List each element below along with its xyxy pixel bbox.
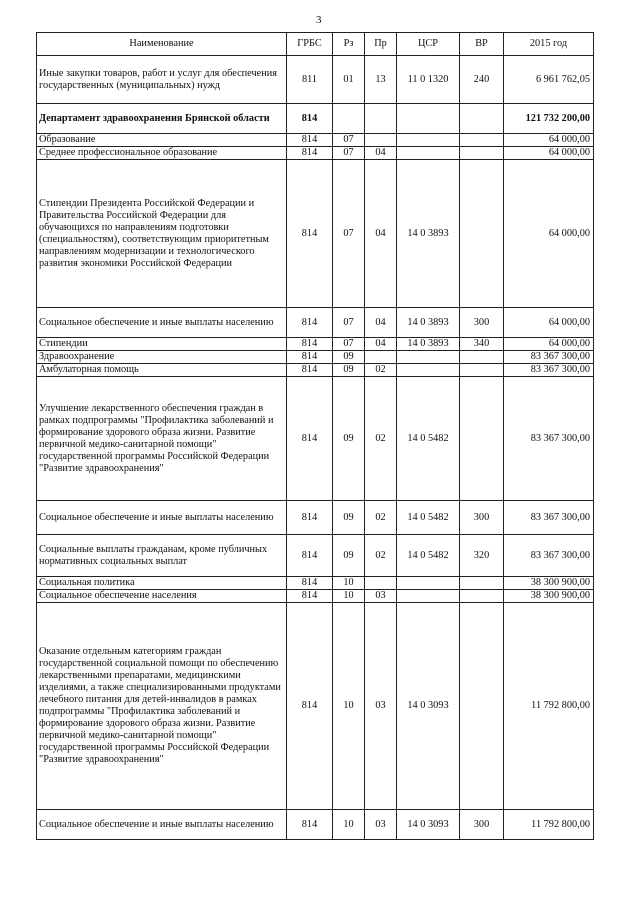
row-grbs-cell: 814 <box>287 810 333 840</box>
row-rz-cell: 07 <box>333 134 365 147</box>
row-pr-cell: 03 <box>365 810 397 840</box>
row-vr-cell <box>460 577 504 590</box>
row-vr-cell: 300 <box>460 308 504 338</box>
row-amount-cell: 64 000,00 <box>504 308 594 338</box>
table-row <box>37 590 594 603</box>
row-csr-cell: 14 0 5482 <box>397 501 460 535</box>
row-grbs-cell: 814 <box>287 134 333 147</box>
row-rz-cell: 09 <box>333 377 365 501</box>
table-row <box>37 603 594 810</box>
row-pr-cell <box>365 351 397 364</box>
row-name-cell: Амбулаторная помощь <box>37 364 287 377</box>
row-name-cell: Стипендии <box>37 338 287 351</box>
row-vr-cell: 340 <box>460 338 504 351</box>
row-csr-cell <box>397 590 460 603</box>
row-pr-cell: 02 <box>365 501 397 535</box>
table-row <box>37 810 594 840</box>
row-rz-cell: 09 <box>333 364 365 377</box>
row-pr-cell: 02 <box>365 377 397 501</box>
row-grbs-cell: 814 <box>287 364 333 377</box>
row-name-cell: Социальное обеспечение и иные выплаты населению <box>37 308 287 338</box>
row-name-cell: Социальное обеспечение и иные выплаты населению <box>37 501 287 535</box>
row-vr-cell <box>460 364 504 377</box>
row-name-cell: Образование <box>37 134 287 147</box>
table-header-row <box>37 33 594 56</box>
row-grbs-cell: 814 <box>287 501 333 535</box>
row-csr-cell <box>397 104 460 134</box>
row-vr-cell: 240 <box>460 56 504 104</box>
page-number: 3 <box>316 14 322 26</box>
row-pr-cell: 02 <box>365 364 397 377</box>
row-vr-cell <box>460 590 504 603</box>
row-amount-cell: 64 000,00 <box>504 160 594 308</box>
row-pr-cell: 04 <box>365 338 397 351</box>
row-pr-cell <box>365 577 397 590</box>
row-csr-cell <box>397 577 460 590</box>
row-amount-cell: 38 300 900,00 <box>504 577 594 590</box>
row-vr-cell <box>460 377 504 501</box>
row-grbs-cell: 814 <box>287 160 333 308</box>
row-pr-cell: 04 <box>365 308 397 338</box>
row-name-cell: Социальные выплаты гражданам, кроме публичных нормативных социальных выплат <box>37 535 287 577</box>
row-name-cell: Социальное обеспечение населения <box>37 590 287 603</box>
row-amount-cell: 64 000,00 <box>504 338 594 351</box>
row-rz-cell: 10 <box>333 810 365 840</box>
row-rz-cell: 09 <box>333 351 365 364</box>
row-grbs-cell: 814 <box>287 351 333 364</box>
table-row <box>37 104 594 134</box>
row-amount-cell: 121 732 200,00 <box>504 104 594 134</box>
row-grbs-cell: 814 <box>287 577 333 590</box>
row-name-cell: Социальное обеспечение и иные выплаты населению <box>37 810 287 840</box>
row-vr-cell <box>460 104 504 134</box>
row-rz-cell: 10 <box>333 590 365 603</box>
row-grbs-cell: 814 <box>287 535 333 577</box>
row-name-cell: Среднее профессиональное образование <box>37 147 287 160</box>
header-name: Наименование <box>37 33 287 56</box>
row-csr-cell: 14 0 5482 <box>397 535 460 577</box>
row-vr-cell <box>460 160 504 308</box>
row-amount-cell: 83 367 300,00 <box>504 364 594 377</box>
row-grbs-cell: 814 <box>287 147 333 160</box>
row-pr-cell <box>365 104 397 134</box>
row-csr-cell: 14 0 3893 <box>397 308 460 338</box>
row-amount-cell: 83 367 300,00 <box>504 377 594 501</box>
header-vr: ВР <box>460 33 504 56</box>
table-row <box>37 577 594 590</box>
row-amount-cell: 11 792 800,00 <box>504 603 594 810</box>
row-rz-cell: 10 <box>333 577 365 590</box>
row-pr-cell: 03 <box>365 603 397 810</box>
row-name-cell: Социальная политика <box>37 577 287 590</box>
row-amount-cell: 64 000,00 <box>504 147 594 160</box>
header-csr: ЦСР <box>397 33 460 56</box>
row-rz-cell: 07 <box>333 308 365 338</box>
row-amount-cell: 83 367 300,00 <box>504 535 594 577</box>
row-vr-cell <box>460 147 504 160</box>
row-name-cell: Стипендии Президента Российской Федерации и Правительства Российской Федерации для обучающихся по направлениям подготовки (специальностям), соответствующим приоритетным направлениям модернизации и технологического развития экономики Российской Федерации <box>37 160 287 308</box>
row-name-cell: Оказание отдельным категориям граждан государственной социальной помощи по обеспечению лекарственными препаратами, медицинскими изделиями, а также специализированными продуктами лечебного питания для детей-инвалидов в рамках подпрограммы "Профилактика заболеваний и формирование здорового образа жизни. Развитие первичной медико-санитарной помощи" государственной программы Российской Федерации "Развитие здравоохранения" <box>37 603 287 810</box>
row-rz-cell: 01 <box>333 56 365 104</box>
table-row <box>37 56 594 104</box>
row-csr-cell: 14 0 3093 <box>397 810 460 840</box>
row-amount-cell: 11 792 800,00 <box>504 810 594 840</box>
row-grbs-cell: 814 <box>287 590 333 603</box>
header-rz: Рз <box>333 33 365 56</box>
row-rz-cell: 07 <box>333 338 365 351</box>
row-vr-cell: 300 <box>460 810 504 840</box>
table-row <box>37 160 594 308</box>
table-row <box>37 501 594 535</box>
table-row <box>37 134 594 147</box>
row-csr-cell: 14 0 3893 <box>397 338 460 351</box>
table-row <box>37 535 594 577</box>
row-csr-cell: 14 0 5482 <box>397 377 460 501</box>
row-name-cell: Департамент здравоохранения Брянской области <box>37 104 287 134</box>
row-vr-cell <box>460 351 504 364</box>
row-rz-cell: 07 <box>333 147 365 160</box>
row-grbs-cell: 814 <box>287 104 333 134</box>
table-row <box>37 147 594 160</box>
row-pr-cell: 04 <box>365 160 397 308</box>
header-pr: Пр <box>365 33 397 56</box>
row-rz-cell: 10 <box>333 603 365 810</box>
row-pr-cell: 03 <box>365 590 397 603</box>
row-name-cell: Здравоохранение <box>37 351 287 364</box>
row-csr-cell: 11 0 1320 <box>397 56 460 104</box>
row-pr-cell <box>365 134 397 147</box>
row-vr-cell <box>460 134 504 147</box>
row-csr-cell <box>397 134 460 147</box>
row-vr-cell: 300 <box>460 501 504 535</box>
row-name-cell: Улучшение лекарственного обеспечения граждан в рамках подпрограммы "Профилактика заболеваний и формирование здорового образа жизни. Развитие первичной медико-санитарной помощи" государственной программы Российской Федерации "Развитие здравоохранения" <box>37 377 287 501</box>
row-csr-cell: 14 0 3093 <box>397 603 460 810</box>
row-csr-cell: 14 0 3893 <box>397 160 460 308</box>
row-amount-cell: 83 367 300,00 <box>504 351 594 364</box>
table-row <box>37 338 594 351</box>
row-amount-cell: 6 961 762,05 <box>504 56 594 104</box>
row-csr-cell <box>397 351 460 364</box>
row-pr-cell: 04 <box>365 147 397 160</box>
row-rz-cell: 09 <box>333 535 365 577</box>
table-row <box>37 351 594 364</box>
row-grbs-cell: 814 <box>287 603 333 810</box>
row-grbs-cell: 814 <box>287 377 333 501</box>
table-row <box>37 377 594 501</box>
row-amount-cell: 83 367 300,00 <box>504 501 594 535</box>
header-grbs: ГРБС <box>287 33 333 56</box>
row-grbs-cell: 811 <box>287 56 333 104</box>
row-csr-cell <box>397 364 460 377</box>
row-pr-cell: 02 <box>365 535 397 577</box>
row-vr-cell: 320 <box>460 535 504 577</box>
table-row <box>37 308 594 338</box>
row-grbs-cell: 814 <box>287 308 333 338</box>
table-row <box>37 364 594 377</box>
row-grbs-cell: 814 <box>287 338 333 351</box>
row-csr-cell <box>397 147 460 160</box>
row-vr-cell <box>460 603 504 810</box>
row-rz-cell: 07 <box>333 160 365 308</box>
row-pr-cell: 13 <box>365 56 397 104</box>
header-year: 2015 год <box>504 33 594 56</box>
row-rz-cell <box>333 104 365 134</box>
row-amount-cell: 38 300 900,00 <box>504 590 594 603</box>
row-name-cell: Иные закупки товаров, работ и услуг для обеспечения государственных (муниципальных) нужд <box>37 56 287 104</box>
budget-table <box>36 32 594 840</box>
row-rz-cell: 09 <box>333 501 365 535</box>
row-amount-cell: 64 000,00 <box>504 134 594 147</box>
